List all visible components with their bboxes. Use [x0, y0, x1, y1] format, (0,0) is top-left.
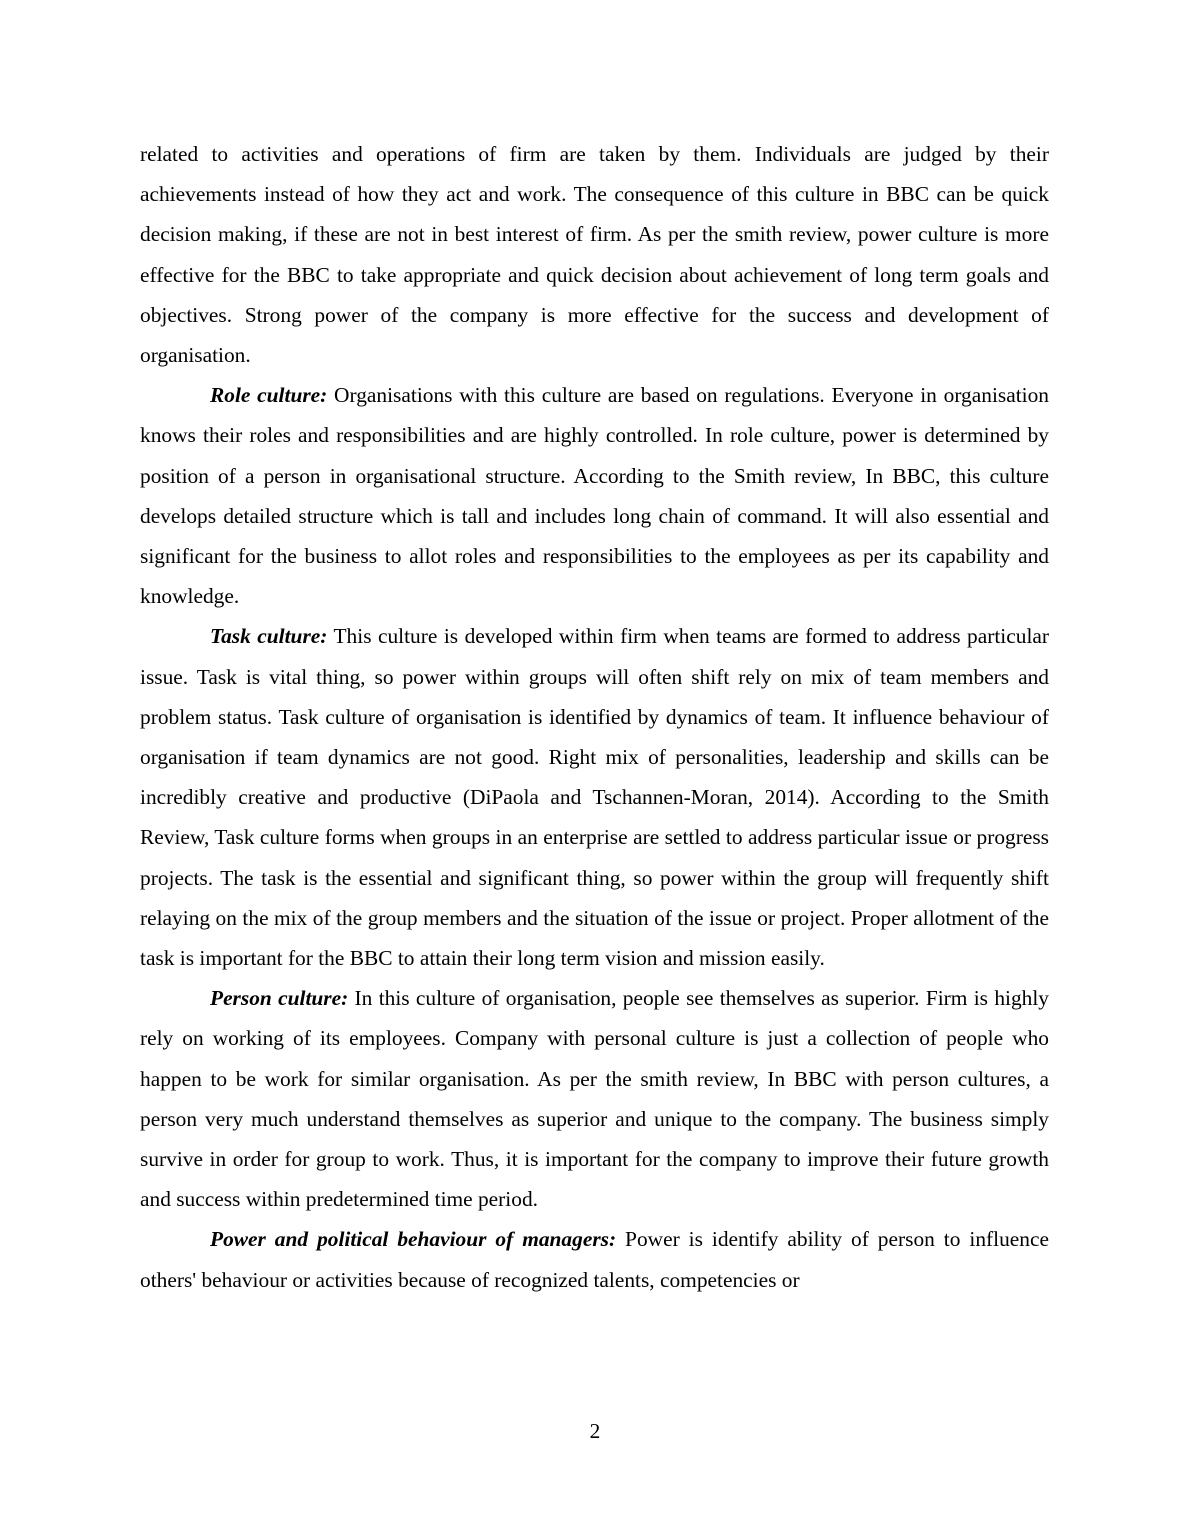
paragraph-text: Organisations with this culture are based on regulations. Everyone in organisation knows their roles and responsibilities and are highly controlled. In role culture, power is determined by position of a person in organisational structure. According to the Smith review, In BBC, this culture develops detailed structure which is tall and includes long chain of command. It will also essential and significant for the business to allot roles and responsibilities to the employees as per its capability and knowledge.	[140, 383, 1049, 609]
paragraph-task-culture	[140, 616, 1049, 978]
task-culture-heading: Task culture:	[210, 624, 328, 649]
paragraph-power-political-behaviour	[140, 1219, 1049, 1299]
paragraph-text: This culture is developed within firm when teams are formed to address particular issue. Task is vital thing, so power within groups will often shift rely on mix of team members and problem status. Task culture of organisation is identified by dynamics of team. It influence behaviour of organisation if team dynamics are not good. Right mix of personalities, leadership and skills can be incredibly creative and productive (DiPaola and Tschannen-Moran, 2014). According to the Smith Review, Task culture forms when groups in an enterprise are settled to address particular issue or progress projects. The task is the essential and significant thing, so power within the group will frequently shift relaying on the mix of the group members and the situation of the issue or project. Proper allotment of the task is important for the BBC to attain their long term vision and mission easily.	[140, 624, 1050, 971]
paragraph-text: Power is identify ability of person to influence others' behaviour or activities because of recognized talents, competencies or	[140, 1227, 1049, 1292]
paragraph-text: In this culture of organisation, people see themselves as superior. Firm is highly rely on working of its employees. Company with personal culture is just a collection of people who happen to be work for similar organisation. As per the smith review, In BBC with person cultures, a person very much understand themselves as superior and unique to the company. The business simply survive in order for group to work. Thus, it is important for the company to improve their future growth and success within predetermined time period.	[140, 986, 1049, 1212]
power-political-behaviour-heading: Power and political behaviour of managers:	[210, 1227, 617, 1252]
person-culture-heading: Person culture:	[210, 986, 349, 1011]
paragraph-power-culture-continuation	[140, 134, 1049, 375]
paragraph-role-culture	[140, 375, 1049, 616]
paragraph-person-culture	[140, 978, 1049, 1219]
role-culture-heading: Role culture:	[210, 383, 328, 408]
page-number: 2	[589, 1419, 601, 1443]
paragraph-text: related to activities and operations of firm are taken by them. Individuals are judged by their achievements instead of how they act and work. The consequence of this culture in BBC can be quick decision making, if these are not in best interest of firm. As per the smith review, power culture is more effective for the BBC to take appropriate and quick decision about achievement of long term goals and objectives. Strong power of the company is more effective for the success and development of organisation.	[140, 142, 1049, 368]
body-text	[140, 134, 1049, 1300]
